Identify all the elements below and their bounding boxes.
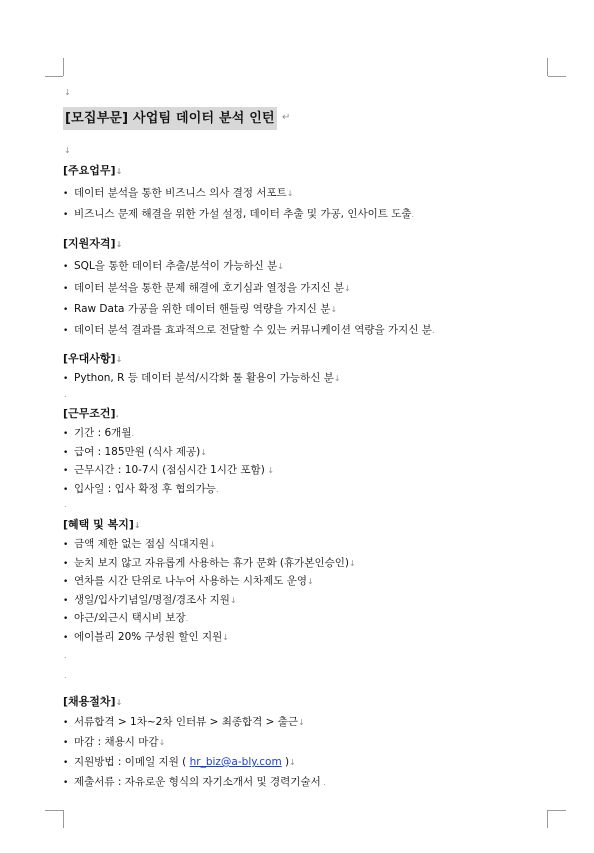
list-item: • 기간 : 6개월. [63,427,135,439]
blank-line-mark: . [64,651,67,660]
section-heading-conditions: [근무조건]. [63,407,119,420]
email-link[interactable]: hr_biz@a-bly.com [189,756,282,768]
list-item: • SQL을 통한 데이터 추출/분석이 가능하신 분↓ [63,260,284,272]
list-item: • 비즈니스 문제 해결을 위한 가설 설정, 데이터 추출 및 가공, 인사이트 도출. [63,208,415,220]
section-heading-benefits: [혜택 및 복지]↓ [63,518,141,531]
section-heading-qualifications: [지원자격]↓ [63,237,123,250]
list-item: • 금액 제한 없는 점심 식대지원↓ [63,538,216,550]
section-heading-main-tasks: [주요업무]↓ [63,164,123,177]
crop-mark-top-left-v [63,58,64,76]
list-item: • 근무시간 : 10-7시 (점심시간 1시간 포함) ↓ [63,464,275,476]
list-item: • 야근/외근시 택시비 보장. [63,612,189,624]
list-item: • Python, R 등 데이터 분석/시각화 툴 활용이 가능하신 분↓ [63,372,341,384]
blank-line-mark: ↓ [64,146,71,155]
list-item: • 급여 : 185만원 (식사 제공)↓ [63,446,207,458]
list-item: • 눈치 보지 않고 자유롭게 사용하는 휴가 문화 (휴가본인승인)↓ [63,557,356,569]
blank-line-mark: . [64,671,67,680]
list-item: • Raw Data 가공을 위한 데이터 핸들링 역량을 가지신 분↓ [63,303,338,315]
paragraph-mark: ↵ [282,112,291,123]
list-item: • 마감 : 채용시 마감↓ [63,736,166,748]
blank-line-mark: . [64,390,67,399]
list-item: • 데이터 분석을 통한 비즈니스 의사 결정 서포트↓ [63,187,294,199]
list-item: • 데이터 분석을 통한 문제 해결에 호기심과 열정을 가지신 분↓ [63,282,351,294]
list-item: • 데이터 분석 결과를 효과적으로 전달할 수 있는 커뮤니케이션 역량을 가지신 분. [63,324,435,336]
crop-mark-bottom-right-h [548,810,566,811]
blank-line-mark: ↓ [64,88,71,97]
list-item: • 연차를 시간 단위로 나누어 사용하는 시차제도 운영↓ [63,575,314,587]
crop-mark-bottom-left-v [63,810,64,828]
list-item: • 입사일 : 입사 확정 후 협의가능. [63,483,219,495]
list-item: • 서류합격 > 1차~2차 인터뷰 > 최종합격 > 출근↓ [63,716,305,728]
section-heading-process: [채용절차]↓ [63,695,123,708]
page-title: [모집부문] 사업팀 데이터 분석 인턴 [63,107,277,130]
list-item: • 제출서류 : 자유로운 형식의 자기소개서 및 경력기술서 . [63,776,326,788]
crop-mark-top-right-h [548,76,566,77]
section-heading-preferred: [우대사항]↓ [63,352,123,365]
list-item: • 지원방법 : 이메일 지원 ( hr_biz@a-bly.com )↓ [63,756,296,768]
list-item: • 에이블리 20% 구성원 할인 지원↓ [63,631,229,643]
crop-mark-bottom-right-v [547,810,548,828]
crop-mark-bottom-left-h [45,810,63,811]
list-item: • 생일/입사기념일/명절/경조사 지원↓ [63,594,237,606]
crop-mark-top-left-h [45,76,63,77]
blank-line-mark: . [64,500,67,509]
crop-mark-top-right-v [547,58,548,76]
